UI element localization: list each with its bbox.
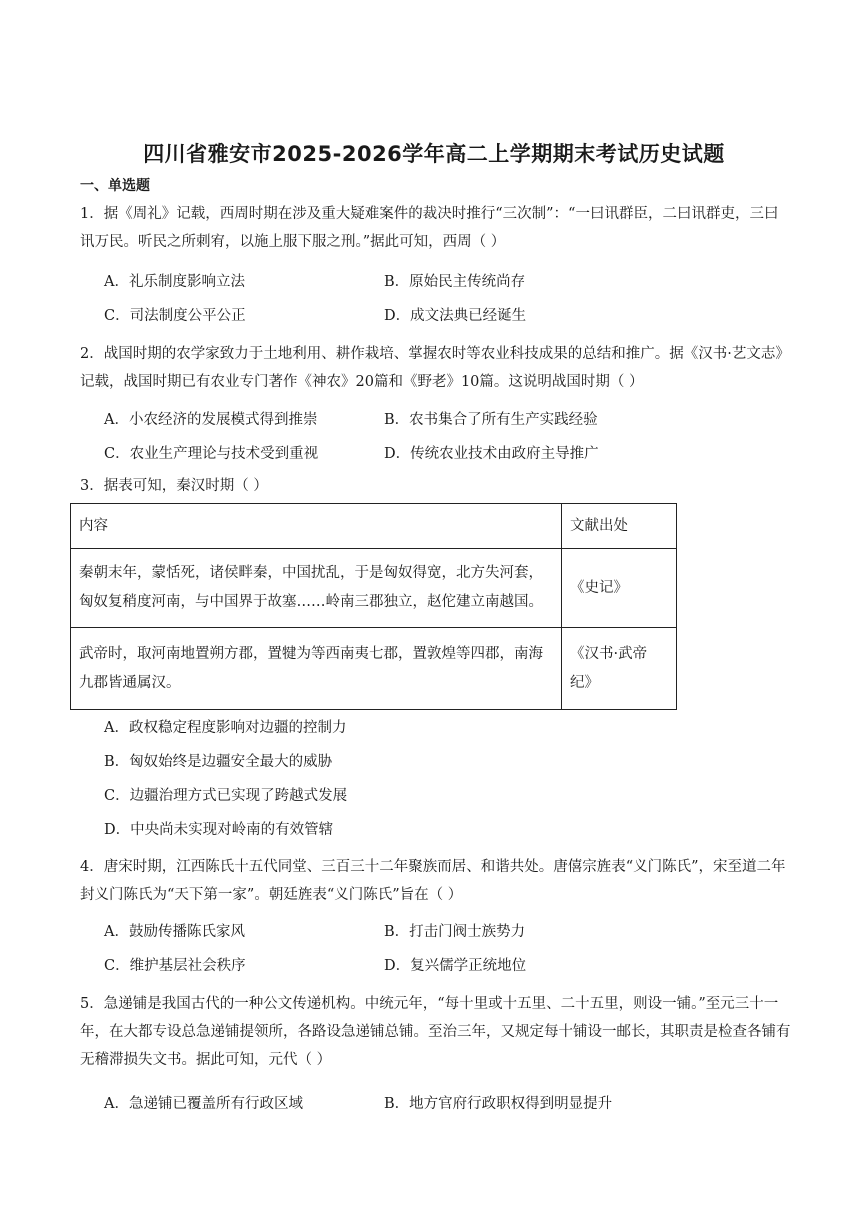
table-row [71, 549, 677, 628]
question-2-options [104, 403, 792, 471]
option-b[interactable]: B．原始民主传统尚存 [384, 274, 526, 290]
option-a[interactable]: A．小农经济的发展模式得到推崇 [104, 412, 318, 428]
table-cell-source: 《汉书·武帝纪》 [562, 628, 677, 710]
option-d[interactable]: D．复兴儒学正统地位 [384, 958, 527, 974]
option-b[interactable]: B．地方官府行政职权得到明显提升 [384, 1096, 613, 1112]
option-a[interactable]: A．鼓励传播陈氏家风 [104, 924, 245, 940]
table-header-content: 内容 [71, 504, 562, 549]
question-4-options [104, 915, 792, 983]
question-5-stem: 5．急递铺是我国古代的一种公文传递机构。中统元年，“每十里或十五里、二十五里，则设一铺。”至元三十一年，在大都专设总急递铺提领所，各路设急递铺总铺。至治三年，又规定每十铺设一邮长，其职责是检查各铺有无稽滞损失文书。据此可知，元代（ ） [80, 996, 791, 1068]
option-b[interactable]: B．匈奴始终是边疆安全最大的威胁 [104, 754, 333, 770]
question-3-stem: 3．据表可知，秦汉时期（ ） [80, 478, 268, 494]
option-a[interactable]: A．急递铺已覆盖所有行政区域 [104, 1096, 303, 1112]
option-c[interactable]: C．维护基层社会秩序 [104, 958, 246, 974]
question-3-options [104, 711, 792, 847]
table-header-row [71, 504, 677, 549]
section-heading: 一、单选题 [80, 178, 150, 194]
question-1-options [104, 265, 792, 333]
option-a[interactable]: A．礼乐制度影响立法 [104, 274, 245, 290]
source-table [70, 503, 677, 710]
option-d[interactable]: D．成文法典已经诞生 [384, 308, 527, 324]
option-a[interactable]: A．政权稳定程度影响对边疆的控制力 [104, 720, 347, 736]
table-cell-content: 武帝时，取河南地置朔方郡，置犍为等西南夷七郡，置敦煌等四郡，南海九郡皆通属汉。 [71, 628, 562, 710]
table-cell-content: 秦朝末年，蒙恬死，诸侯畔秦，中国扰乱，于是匈奴得宽，北方失河套，匈奴复稍度河南，与中国界于故塞……岭南三郡独立，赵佗建立南越国。 [71, 549, 562, 628]
question-2-stem: 2．战国时期的农学家致力于土地利用、耕作栽培、掌握农时等农业科技成果的总结和推广。据《汉书·艺文志》记载，战国时期已有农业专门著作《神农》20篇和《野老》10篇。这说明战国时期（ ） [80, 346, 790, 390]
option-c[interactable]: C．司法制度公平公正 [104, 308, 246, 324]
page-title: 四川省雅安市2025-2026学年高二上学期期末考试历史试题 [143, 142, 725, 166]
table-header-source: 文献出处 [562, 504, 677, 549]
option-c[interactable]: C．农业生产理论与技术受到重视 [104, 446, 319, 462]
table-row [71, 628, 677, 710]
option-b[interactable]: B．打击门阀士族势力 [384, 924, 526, 940]
option-c[interactable]: C．边疆治理方式已实现了跨越式发展 [104, 788, 348, 804]
question-4-stem: 4．唐宋时期，江西陈氏十五代同堂、三百三十二年聚族而居、和谐共处。唐僖宗旌表“义门陈氏”，宋至道二年封义门陈氏为“天下第一家”。朝廷旌表“义门陈氏”旨在（ ） [80, 859, 786, 903]
option-d[interactable]: D．传统农业技术由政府主导推广 [384, 446, 599, 462]
option-d[interactable]: D．中央尚未实现对岭南的有效管辖 [104, 822, 334, 838]
table-cell-source: 《史记》 [562, 549, 677, 628]
option-b[interactable]: B．农书集合了所有生产实践经验 [384, 412, 598, 428]
question-1-stem: 1．据《周礼》记载，西周时期在涉及重大疑难案件的裁决时推行“三次制”：“一曰讯群臣，二曰讯群吏，三曰讯万民。听民之所刺宥，以施上服下服之刑。”据此可知，西周（ ） [80, 206, 779, 250]
question-5-options [104, 1087, 792, 1121]
